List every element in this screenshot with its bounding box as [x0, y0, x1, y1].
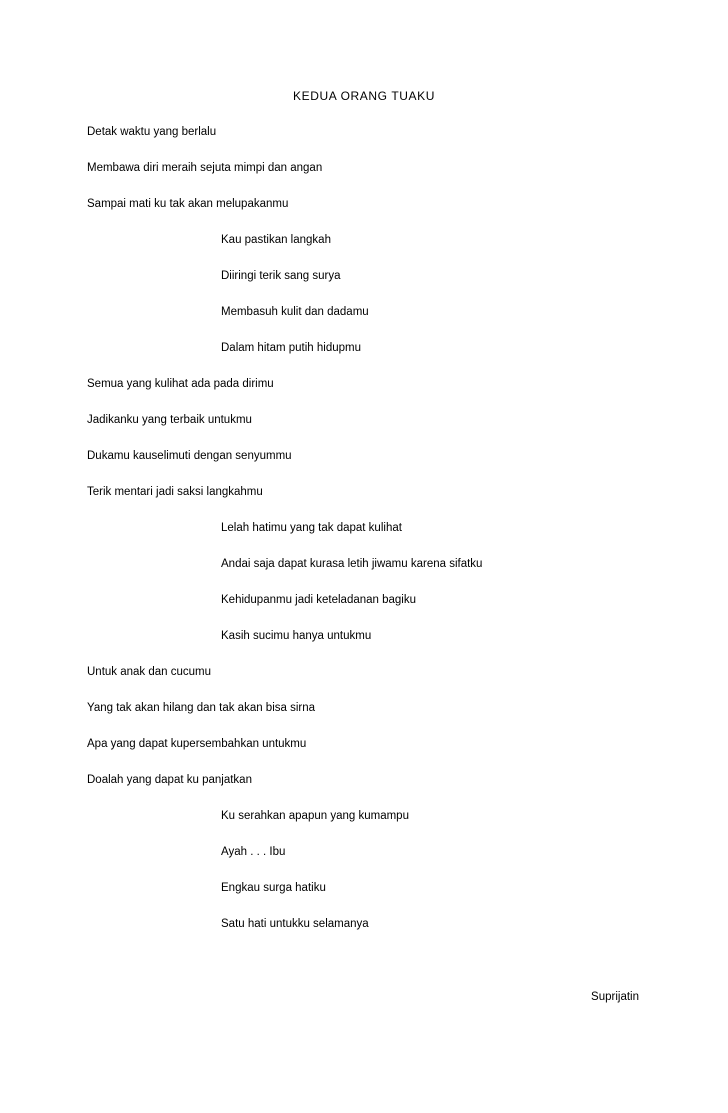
- poem-line: Membawa diri meraih sejuta mimpi dan angan: [87, 162, 323, 174]
- poem-line: Doalah yang dapat ku panjatkan: [87, 774, 252, 786]
- poem-line: Kehidupanmu jadi keteladanan bagiku: [221, 594, 417, 606]
- poem-line: Ayah . . . Ibu: [221, 846, 286, 858]
- poem-line: Lelah hatimu yang tak dapat kulihat: [221, 522, 402, 534]
- poem-line: Terik mentari jadi saksi langkahmu: [87, 486, 263, 498]
- poem-title: KEDUA ORANG TUAKU: [292, 89, 435, 103]
- poem-line: Kasih sucimu hanya untukmu: [221, 630, 372, 642]
- poem-line: Sampai mati ku tak akan melupakanmu: [87, 198, 289, 210]
- poem-line: Satu hati untukku selamanya: [221, 918, 369, 930]
- poem-line: Membasuh kulit dan dadamu: [221, 306, 369, 318]
- poem-line: Yang tak akan hilang dan tak akan bisa sirna: [87, 702, 316, 714]
- poem-line: Jadikanku yang terbaik untukmu: [87, 414, 252, 426]
- poem-line: Dalam hitam putih hidupmu: [221, 342, 361, 354]
- poem-line: Engkau surga hatiku: [221, 882, 326, 894]
- poem-line: Semua yang kulihat ada pada dirimu: [87, 378, 274, 390]
- poem-line: Andai saja dapat kurasa letih jiwamu karena sifatku: [221, 558, 483, 570]
- poem-author: Suprijatin: [591, 991, 639, 1003]
- poem-line: Dukamu kauselimuti dengan senyummu: [87, 450, 292, 462]
- poem-line: Diiringi terik sang surya: [221, 270, 341, 282]
- poem-line: Apa yang dapat kupersembahkan untukmu: [87, 738, 307, 750]
- poem-line: Untuk anak dan cucumu: [87, 666, 212, 678]
- poem-line: Kau pastikan langkah: [221, 234, 331, 246]
- poem-line: Detak waktu yang berlalu: [87, 126, 217, 138]
- poem-line: Ku serahkan apapun yang kumampu: [221, 810, 409, 822]
